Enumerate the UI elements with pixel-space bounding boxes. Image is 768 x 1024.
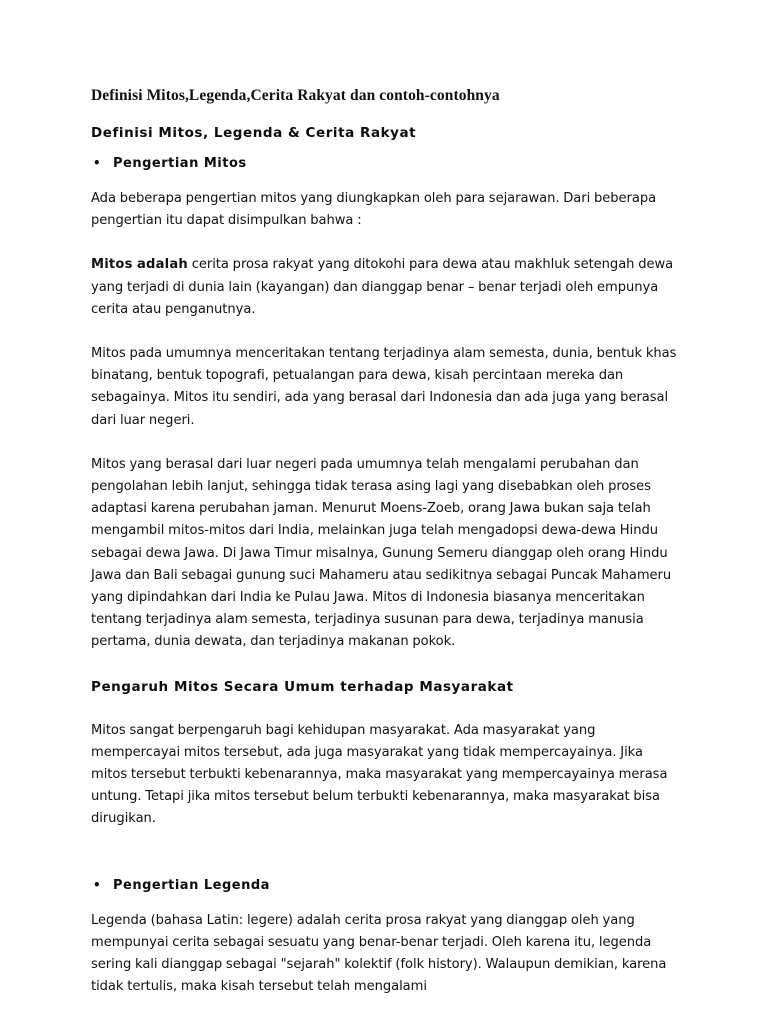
paragraph-mitos-mahameru: Jawa dan Bali sebagai gunung suci Mahameru atau sedikitnya sebagai Puncak Mahameru yang dipindahkan dari India ke Pulau Jawa. Mitos di Indonesia biasanya menceritakan tentang terjadinya alam semesta, terjadinya susunan para dewa, terjadinya manusia pertama, dunia dewata, dan terjadinya makanan pokok. — [91, 567, 672, 650]
heading-pengertian-legenda-label: Pengertian Legenda — [113, 877, 270, 893]
heading-pengertian-legenda — [91, 875, 680, 897]
paragraph-mitos-intro: Ada beberapa pengertian mitos yang diungkapkan oleh para sejarawan. Dari beberapa pengertian itu dapat disimpulkan bahwa : — [91, 191, 657, 229]
spacer — [91, 432, 680, 454]
spacer — [91, 175, 680, 188]
spacer — [91, 654, 680, 676]
paragraph-mitos-definition — [91, 254, 680, 321]
spacer — [91, 232, 680, 254]
paragraph-pengaruh-mitos: Mitos sangat berpengaruh bagi kehidupan masyarakat. Ada masyarakat yang mempercayai mitos tersebut, ada juga masyarakat yang tidak mempercayainya. Jika mitos tersebut terbukti kebenarannya, maka masyarakat yang mempercayainya merasa untung. Tetapi jika mitos tersebut belum terbukti kebenarannya, maka masyarakat bisa dirugikan. — [91, 722, 668, 827]
definition-rest: cerita prosa rakyat yang ditokohi para dewa atau makhluk setengah dewa yang terjadi di dunia lain (kayangan) dan dianggap benar – benar terjadi oleh empunya cerita atau penganutnya. — [91, 257, 674, 317]
spacer — [91, 897, 680, 910]
paragraph-mitos-luar-negeri: Mitos yang berasal dari luar negeri pada umumnya telah mengalami perubahan dan pengolahan lebih lanjut, sehingga tidak terasa asing lagi yang disebabkan oleh proses adaptasi karena perubahan jaman. Menurut Moens-Zoeb, orang Jawa bukan saja telah mengambil mitos-mitos dari India, melainkan juga telah mengadopsi dewa-dewa Hindu sebagai dewa Jawa. Di Jawa Timur misalnya, Gunung Semeru dianggap oleh orang Hindu — [91, 456, 668, 561]
definition-lead: Mitos adalah — [91, 257, 188, 273]
heading-pengertian-mitos-label: Pengertian Mitos — [113, 156, 247, 171]
spacer — [91, 321, 680, 343]
paragraph-mitos-umum: Mitos pada umumnya menceritakan tentang terjadinya alam semesta, dunia, bentuk khas binatang, bentuk topografi, petualangan para dewa, kisah percintaan mereka dan sebagainya. Mitos itu sendiri, ada yang berasal dari Indonesia dan ada juga yang berasal dari luar negeri. — [91, 346, 677, 428]
spacer — [91, 831, 680, 875]
document-subtitle: Definisi Mitos, Legenda & Cerita Rakyat — [91, 125, 417, 141]
spacer — [91, 707, 680, 720]
heading-pengertian-mitos — [91, 153, 680, 175]
paragraph-pengertian-legenda: Legenda (bahasa Latin: legere) adalah cerita prosa rakyat yang dianggap oleh yang mempunyai cerita sebagai sesuatu yang benar-benar terjadi. Oleh karena itu, legenda sering kali dianggap sebagai "sejarah" kolektif (folk history). Walaupun demikian, karena tidak tertulis, maka kisah tersebut telah mengalami — [91, 912, 667, 995]
heading-pengaruh-mitos: Pengaruh Mitos Secara Umum terhadap Masyarakat — [91, 678, 514, 695]
page-title: Definisi Mitos,Legenda,Cerita Rakyat dan contoh-contohnya — [91, 87, 500, 104]
